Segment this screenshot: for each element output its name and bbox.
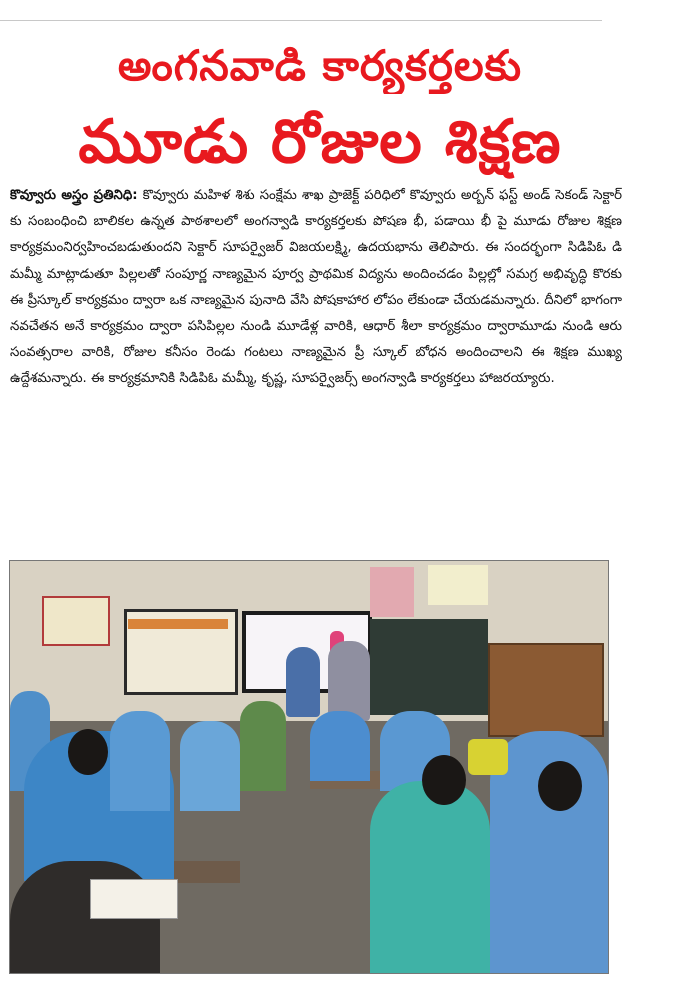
trainee-person: [110, 711, 170, 811]
trainer-person: [286, 647, 320, 717]
banner-strip: [128, 619, 228, 629]
trainee-person: [180, 721, 240, 811]
hanging-frame: [370, 567, 414, 617]
head: [68, 729, 108, 775]
hanging-chart: [428, 565, 488, 605]
wooden-cupboard: [488, 643, 604, 737]
trainee-person: [370, 781, 490, 973]
article-text: కొవ్వూరు మహిళ శిశు సంక్షేమ శాఖ ప్రాజెక్ట్ పరిధిలో కొవ్వూరు అర్బన్ ఫస్ట్ అండ్ సెకండ్ సెక్టార్ కు సంబంధించి బాలికల ఉన్నత పాఠశాలలో అంగన్వాడి కార్యకర్తలకు పోషణ భీ, పడాయి భీ పై మూడు రోజుల శిక్షణ కార్యక్రమంనిర్వహించబడుతుందని సెక్టార్ సూపర్వైజర్ విజయలక్ష్మి, ఉదయభాను తెలిపారు. ఈ సందర్భంగా సిడిపిఓ డి మమ్మీ మాట్లాడుతూ పిల్లలతో సంపూర్ణ నాణ్యమైన పూర్వ ప్రాథమిక విద్యను అందించడం పిల్లల్లో సమగ్ర అభివృద్ధి కొరకు ఈ ప్రీస్కూల్ కార్యక్రమం ద్వారా ఒక నాణ్యమైన పునాది వేసి పోషకాహార లోపం లేకుండా చేయడమన్నారు. దీనిలో భాగంగా నవచేతన అనే కార్యక్రమం ద్వారా పసిపిల్లల నుండి మూడేళ్ల వారికి, ఆధార్ శీలా కార్యక్రమం ద్వారామూడు నుండి ఆరు సంవత్సరాల వారికి, రోజుల కనీసం రెండు గంటలు నాణ్యమైన ప్రీ స్కూల్ బోధన అందించాలని ఈ శిక్షణ ముఖ్య ఉద్దేశమన్నారు. ఈ కార్యక్రమానికి సిడిపిఓ మమ్మీ, కృష్ణ, సూపర్వైజర్స్ అంగన్వాడి కార్యకర్తలు హాజరయ్యారు.: [10, 188, 623, 387]
article-body: [10, 183, 622, 393]
wall-poster: [42, 596, 110, 646]
trainee-person: [240, 701, 286, 791]
yellow-bag: [468, 739, 508, 775]
head: [538, 761, 582, 811]
trainee-person: [310, 711, 370, 781]
top-divider: [0, 20, 602, 21]
classroom-training-photo: [9, 560, 609, 974]
trainer-person: [328, 641, 370, 721]
open-book: [90, 879, 178, 919]
blackboard: [370, 619, 488, 715]
headline-line-1: అంగనవాడి కార్యకర్తలకు: [117, 41, 523, 90]
headline-line-2: మూడు రోజుల శిక్షణ: [78, 107, 562, 177]
head: [422, 755, 466, 805]
article-dateline: కొవ్వూరు అస్త్రం ప్రతినిధి:: [10, 188, 138, 203]
